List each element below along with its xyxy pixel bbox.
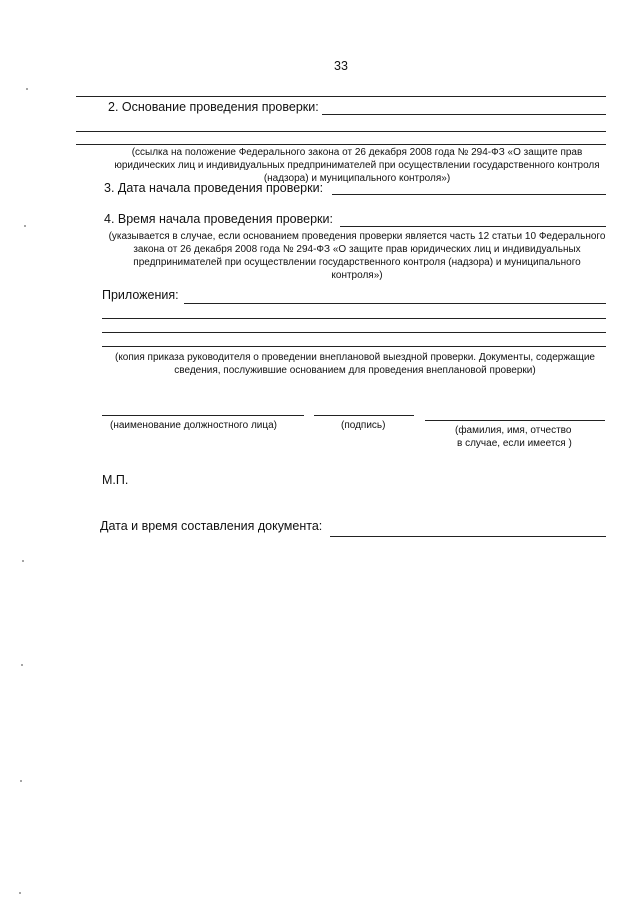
attachments-input-line-3[interactable] — [102, 332, 606, 333]
section-4-note: (указывается в случае, если основанием проведения проверки является часть 12 статьи 10 Федерального закона от 26 декабря 2008 года № 294-ФЗ «О защите прав юридических лиц и индивидуальных предпринимателей при осуществлении государственного контроля (надзора) и муниципального контроля») — [108, 231, 606, 281]
stamp-label: М.П. — [102, 473, 129, 487]
section-2-input-line-2[interactable] — [76, 131, 606, 132]
attachments-label: Приложения: — [102, 288, 179, 302]
name-line[interactable] — [425, 420, 605, 421]
section-3-input-line[interactable] — [332, 194, 606, 195]
top-rule — [76, 96, 606, 97]
sign-line[interactable] — [314, 415, 414, 416]
position-caption: (наименование должностного лица) — [110, 420, 277, 431]
position-line[interactable] — [102, 415, 304, 416]
section-4-input-line[interactable] — [340, 226, 606, 227]
section-3-label: 3. Дата начала проведения проверки: — [104, 181, 324, 195]
scan-speck — [26, 88, 28, 90]
page-number: 33 — [334, 59, 348, 73]
name-caption-1: (фамилия, имя, отчество — [455, 425, 572, 436]
compiled-input-line[interactable] — [330, 536, 606, 537]
section-2-note: (ссылка на положение Федерального закона от 26 декабря 2008 года № 294-ФЗ «О защите прав юридических лиц и индивидуальных предпринимателей при осуществлении государственного контроля (надзора) и муниципального контроля») — [114, 147, 600, 184]
section-2-input-line[interactable] — [322, 114, 606, 115]
attachments-note: (копия приказа руководителя о проведении внеплановой выездной проверки. Документы, содержащие сведения, послужившие основанием для проведения внеплановой проверки) — [114, 352, 595, 376]
compiled-label: Дата и время составления документа: — [100, 519, 323, 533]
scan-speck — [19, 892, 21, 894]
scan-speck — [21, 664, 23, 666]
section-2-input-line-3[interactable] — [76, 144, 606, 145]
attachments-input-line-4[interactable] — [102, 346, 606, 347]
attachments-input-line-1[interactable] — [184, 303, 606, 304]
section-2-label: 2. Основание проведения проверки: — [108, 100, 319, 114]
attachments-input-line-2[interactable] — [102, 318, 606, 319]
scan-speck — [22, 560, 24, 562]
name-caption-2: в случае, если имеется ) — [457, 438, 572, 449]
sign-caption: (подпись) — [341, 420, 386, 431]
scan-speck — [20, 780, 22, 782]
section-4-label: 4. Время начала проведения проверки: — [104, 212, 333, 226]
scan-speck — [24, 225, 26, 227]
